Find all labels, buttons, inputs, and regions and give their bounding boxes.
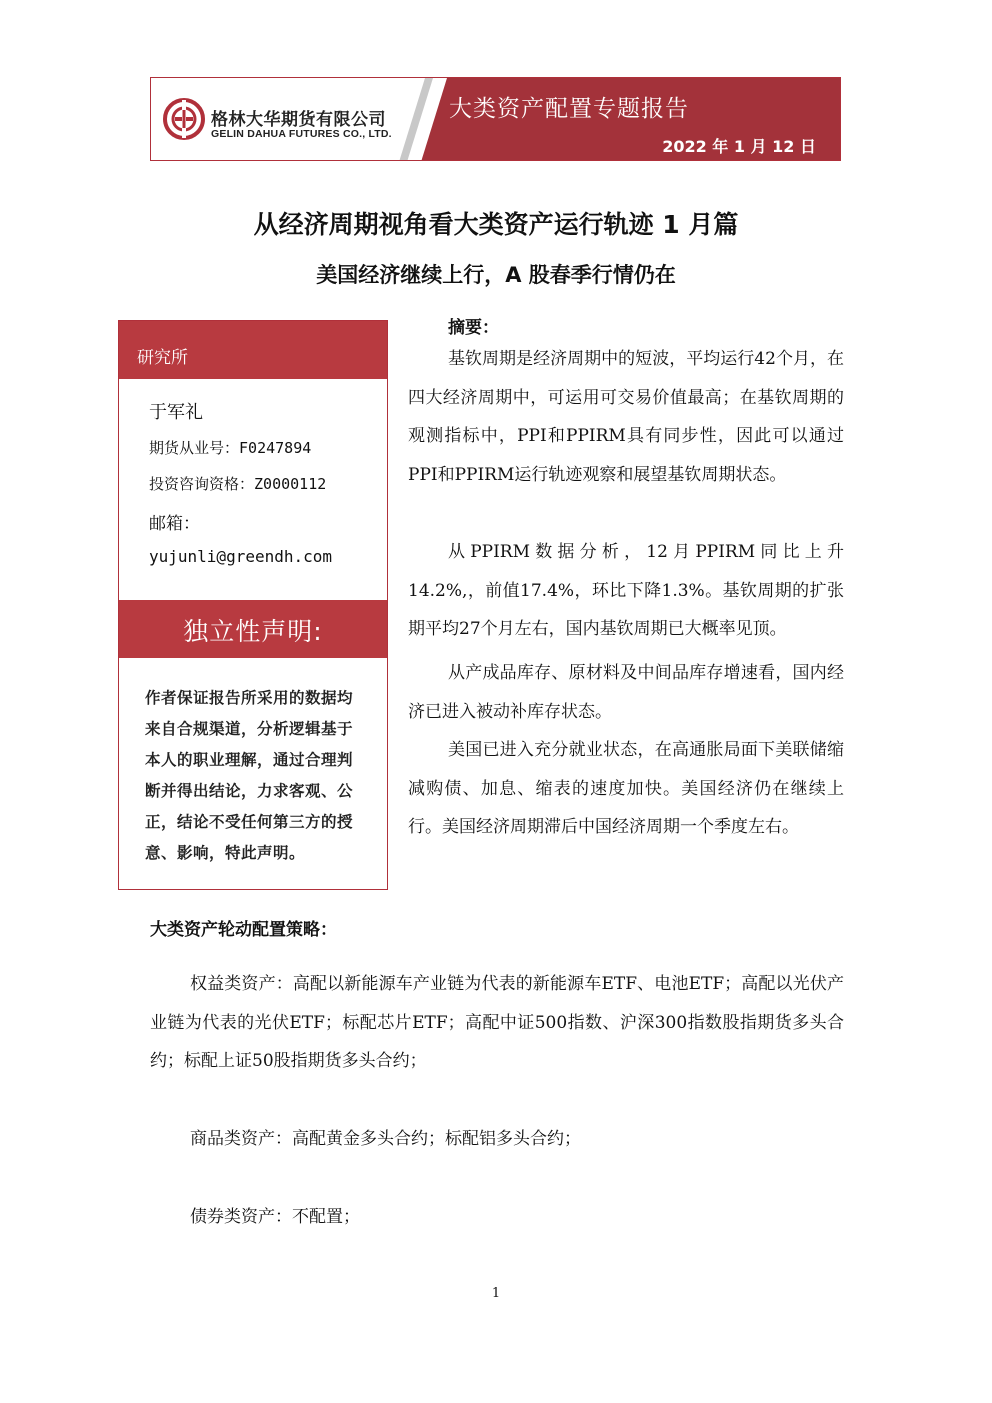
abstract-paragraph: 从产成品库存、原材料及中间品库存增速看，国内经济已进入被动补库存状态。 [408, 663, 844, 722]
report-subtitle: 美国经济继续上行，A 股春季行情仍在 [316, 263, 676, 287]
license-value: F0247894 [239, 439, 312, 457]
abstract-paragraph: 基钦周期是经济周期中的短波，平均运行42个月，在四大经济周期中，可运用可交易价值最高；在基钦周期的观测指标中，PPI和PPIRM具有同步性，因此可以通过PPI和PPIRM运行轨迹观察和展望基钦周期状态。 [408, 349, 844, 485]
strategy-label: 大类资产轮动配置策略： [150, 920, 337, 940]
consult-line [149, 473, 326, 494]
consult-value: Z0000112 [254, 475, 327, 493]
report-date: 2022 年 1 月 12 日 [662, 137, 816, 156]
license-line [149, 437, 311, 458]
analyst-name: 于军礼 [149, 402, 203, 423]
abstract-paragraph: 美国已进入充分就业状态，在高通胀局面下美联储缩减购债、加息、缩表的速度加快。美国经济仍在继续上行。美国经济周期滞后中国经济周期一个季度左右。 [408, 740, 844, 837]
sidebar-header [119, 321, 387, 379]
company-logo-icon [163, 98, 205, 140]
report-header-banner [150, 77, 841, 161]
license-label: 期货从业号： [149, 439, 240, 457]
email-label: 邮箱： [149, 514, 200, 534]
email-value: yujunli@greendh.com [149, 547, 333, 566]
page-number: 1 [491, 1286, 501, 1301]
report-title: 从经济周期视角看大类资产运行轨迹 1 月篇 [253, 210, 739, 239]
company-name-cn: 格林大华期货有限公司 [211, 110, 386, 130]
strategy-paragraph: 债券类资产：不配置； [190, 1207, 360, 1227]
report-type-label: 大类资产配置专题报告 [449, 96, 689, 122]
abstract-label: 摘要： [448, 318, 499, 338]
declaration-title: 独立性声明: [183, 617, 323, 646]
company-name-en: GELIN DAHUA FUTURES CO., LTD. [211, 128, 392, 140]
strategy-paragraph: 商品类资产：高配黄金多头合约；标配铝多头合约； [190, 1129, 581, 1149]
analyst-sidebar [118, 320, 388, 890]
strategy-paragraph: 权益类资产：高配以新能源车产业链为代表的新能源车ETF、电池ETF；高配以光伏产业链为代表的光伏ETF；标配芯片ETF；高配中证500指数、沪深300指数股指期货多头合约；标配上证50股指期货多头合约； [150, 974, 844, 1071]
abstract-paragraph: 从PPIRM数据分析，12月PPIRM同比上升14.2%,，前值17.4%，环比下降1.3%。基钦周期的扩张期平均27个月左右，国内基钦周期已大概率见顶。 [408, 542, 844, 639]
consult-label: 投资咨询资格： [149, 475, 255, 493]
sidebar-section-label: 研究所 [137, 348, 188, 368]
declaration-text: 作者保证报告所采用的数据均来自合规渠道，分析逻辑基于本人的职业理解，通过合理判断并得出结论，力求客观、公正，结论不受任何第三方的授意、影响，特此声明。 [145, 689, 354, 862]
declaration-header [119, 600, 387, 658]
